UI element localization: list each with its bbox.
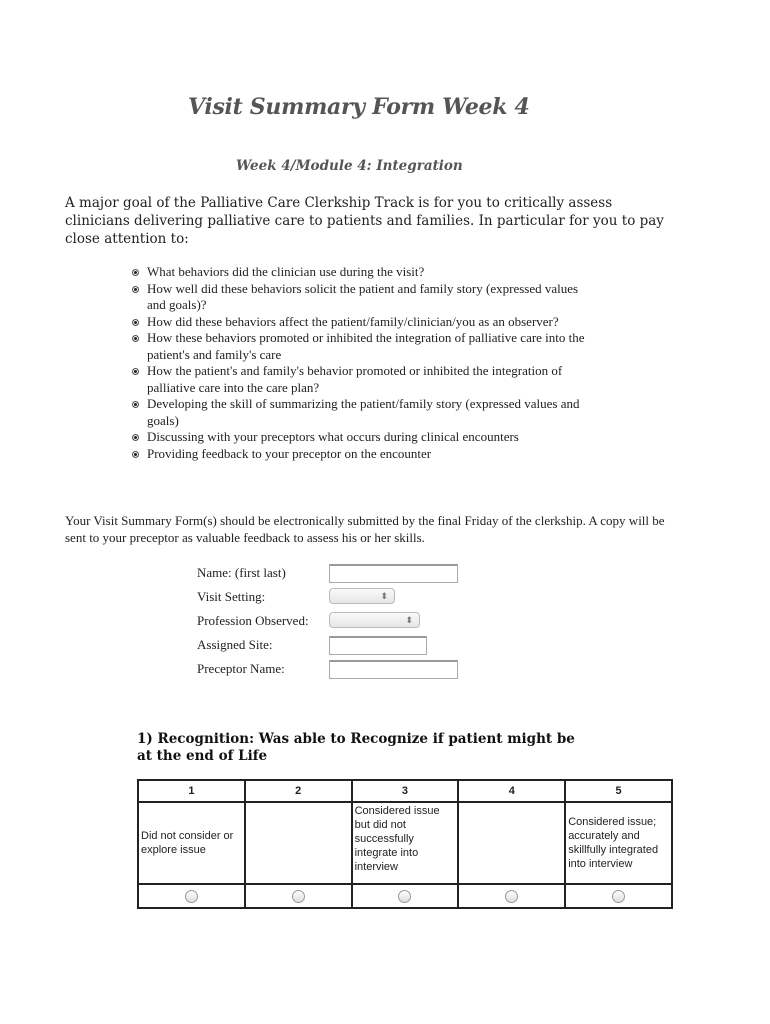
select-arrows-icon: ⬍: [405, 615, 413, 625]
name-label: Name: (first last): [197, 565, 286, 580]
preceptor-label: Preceptor Name:: [197, 661, 285, 676]
rating-radio-4[interactable]: [505, 890, 518, 903]
profession-label: Profession Observed:: [197, 613, 309, 628]
select-arrows-icon: ⬍: [380, 591, 388, 601]
bullet-icon: [132, 286, 139, 293]
rating-radio-1[interactable]: [185, 890, 198, 903]
bullet-icon: [132, 401, 139, 408]
list-item: [130, 330, 590, 363]
list-item: [130, 396, 590, 429]
scale-description: Considered issue but did not successfully integrate into interview: [352, 802, 459, 884]
bullet-icon: [132, 368, 139, 375]
list-item: [130, 429, 590, 446]
site-label: Assigned Site:: [197, 637, 273, 652]
bullet-icon: [132, 269, 139, 276]
list-item: [130, 446, 590, 463]
list-item-text: How did these behaviors affect the patient/family/clinician/you as an observer?: [147, 313, 559, 329]
bullet-icon: [132, 434, 139, 441]
list-item: [130, 314, 590, 331]
list-item-text: Discussing with your preceptors what occurs during clinical encounters: [147, 429, 519, 444]
preceptor-input[interactable]: [329, 660, 458, 679]
visit-setting-select[interactable]: [329, 588, 395, 604]
submission-note: Your Visit Summary Form(s) should be electronically submitted by the final Friday of the clerkship. A copy will be sent to your preceptor as valuable feedback to assess his or her skills.: [65, 513, 665, 545]
scale-description: Considered issue; accurately and skillfully integrated into interview: [565, 802, 672, 884]
scale-description: Did not consider or explore issue: [138, 802, 245, 884]
list-item-text: How these behaviors promoted or inhibited the integration of palliative care into the patient's and family's care: [147, 330, 585, 362]
scale-header: 1: [138, 780, 245, 802]
focus-list: [130, 264, 590, 462]
rating-radio-2[interactable]: [292, 890, 305, 903]
list-item-text: What behaviors did the clinician use during the visit?: [147, 264, 425, 279]
page-subtitle: Week 4/Module 4: Integration: [236, 158, 463, 174]
site-input[interactable]: [329, 636, 427, 655]
intro-paragraph: A major goal of the Palliative Care Clerkship Track is for you to critically assess clinicians delivering palliative care to patients and families. In particular for you to pay close attention to:: [65, 195, 664, 247]
bullet-icon: [132, 319, 139, 326]
scale-header: 3: [352, 780, 459, 802]
scale-header: 5: [565, 780, 672, 802]
scale-header: 4: [458, 780, 565, 802]
rating-radio-3[interactable]: [398, 890, 411, 903]
list-item-text: Developing the skill of summarizing the patient/family story (expressed values and goals): [147, 396, 580, 428]
list-item: [130, 281, 590, 314]
list-item-text: How well did these behaviors solicit the patient and family story (expressed values and goals)?: [147, 280, 579, 312]
rating-radio-5[interactable]: [612, 890, 625, 903]
question-heading: 1) Recognition: Was able to Recognize if patient might be at the end of Life: [137, 731, 575, 764]
name-input[interactable]: [329, 564, 458, 583]
list-item: [130, 264, 590, 281]
scale-header: 2: [245, 780, 352, 802]
bullet-icon: [132, 335, 139, 342]
rating-table: [137, 779, 673, 909]
list-item: [130, 363, 590, 396]
list-item-text: Providing feedback to your preceptor on the encounter: [147, 445, 432, 461]
page-title: Visit Summary Form Week 4: [188, 94, 530, 120]
profession-select[interactable]: [329, 612, 420, 628]
scale-description: [245, 802, 352, 884]
list-item-text: How the patient's and family's behavior promoted or inhibited the integration of palliative care into the care plan?: [147, 363, 563, 395]
scale-description: [458, 802, 565, 884]
visit-setting-label: Visit Setting:: [197, 589, 266, 604]
bullet-icon: [132, 451, 139, 458]
